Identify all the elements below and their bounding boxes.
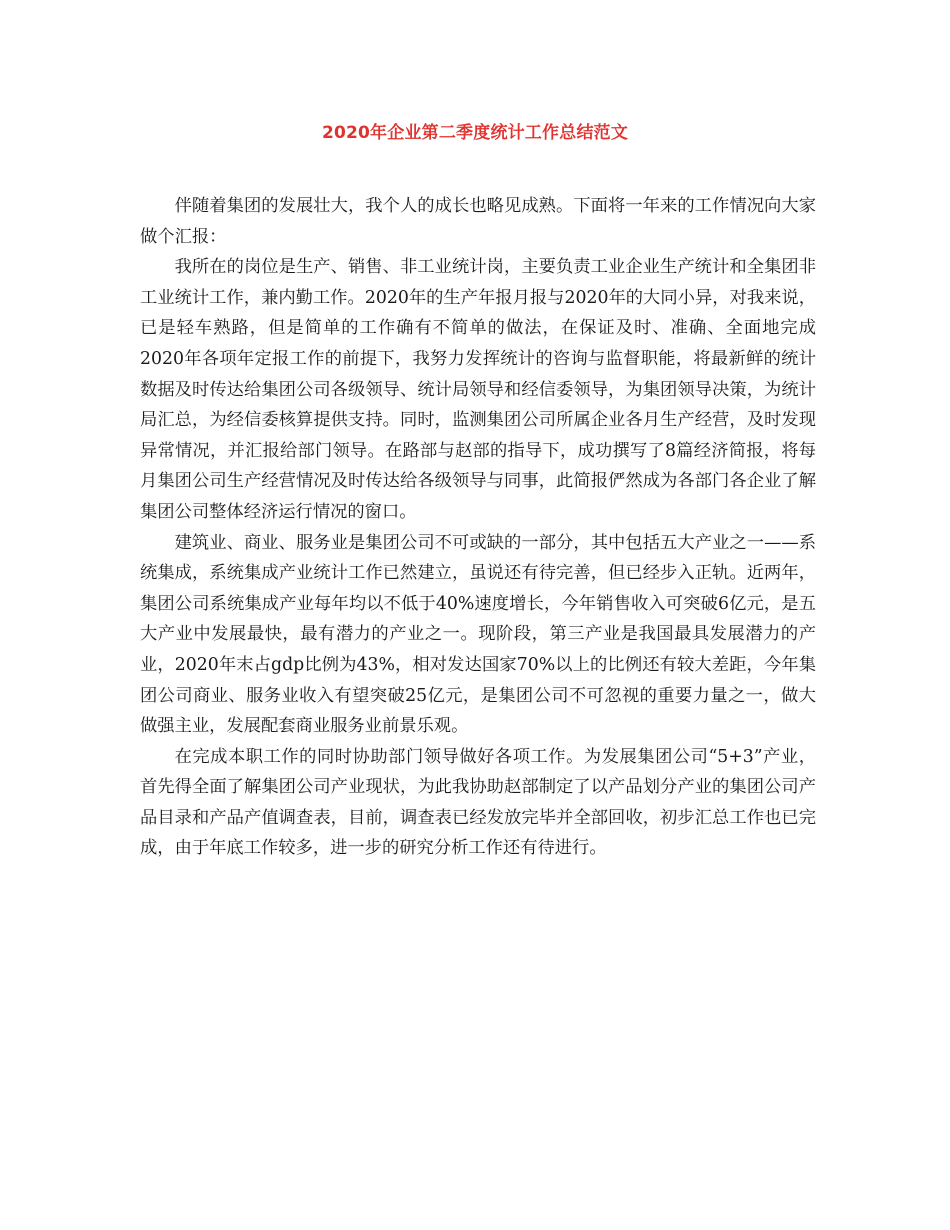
paragraph-tertiary-industry: 建筑业、商业、服务业是集团公司不可或缺的一部分，其中包括五大产业之一——系统集成，系统集成产业统计工作已然建立，虽说还有待完善，但已经步入正轨。近两年，集团公司系统集成产业每年均以不低于40%速度增长，今年销售收入可突破6亿元，是五大产业中发展最快，最有潜力的产业之一。现阶段，第三产业是我国最具发展潜力的产业，2020年末占gdp比例为43%，相对发达国家70%以上的比例还有较大差距，今年集团公司商业、服务业收入有望突破25亿元，是集团公司不可忽视的重要力量之一，做大做强主业，发展配套商业服务业前景乐观。 <box>140 532 816 737</box>
paragraph-job-duties: 我所在的岗位是生产、销售、非工业统计岗，主要负责工业企业生产统计和全集团非工业统计工作，兼内勤工作。2020年的生产年报月报与2020年的大同小异，对我来说，已是轻车熟路，但是简单的工作确有不简单的做法，在保证及时、准确、全面地完成2020年各项年定报工作的前提下，我努力发挥统计的咨询与监督职能，将最新鲜的统计数据及时传达给集团公司各级领导、统计局领导和经信委领导，为集团领导决策，为统计局汇总，为经信委核算提供支持。同时，监测集团公司所属企业各月生产经营，及时发现异常情况，并汇报给部门领导。在路部与赵部的指导下，成功撰写了8篇经济简报，将每月集团公司生产经营情况及时传达给各级领导与同事，此简报俨然成为各部门各企业了解集团公司整体经济运行情况的窗口。 <box>140 257 816 522</box>
document-title: 2020年企业第二季度统计工作总结范文 <box>321 123 629 143</box>
paragraph-assist-leadership: 在完成本职工作的同时协助部门领导做好各项工作。为发展集团公司“5+3”产业，首先得全面了解集团公司产业现状，为此我协助赵部制定了以产品划分产业的集团公司产品目录和产品产值调查表，目前，调查表已经发放完毕并全部回收，初步汇总工作也已完成，由于年底工作较多，进一步的研究分析工作还有待进行。 <box>140 746 816 859</box>
paragraph-intro: 伴随着集团的发展壮大，我个人的成长也略见成熟。下面将一年来的工作情况向大家做个汇报： <box>140 196 816 247</box>
document-body <box>140 191 816 864</box>
